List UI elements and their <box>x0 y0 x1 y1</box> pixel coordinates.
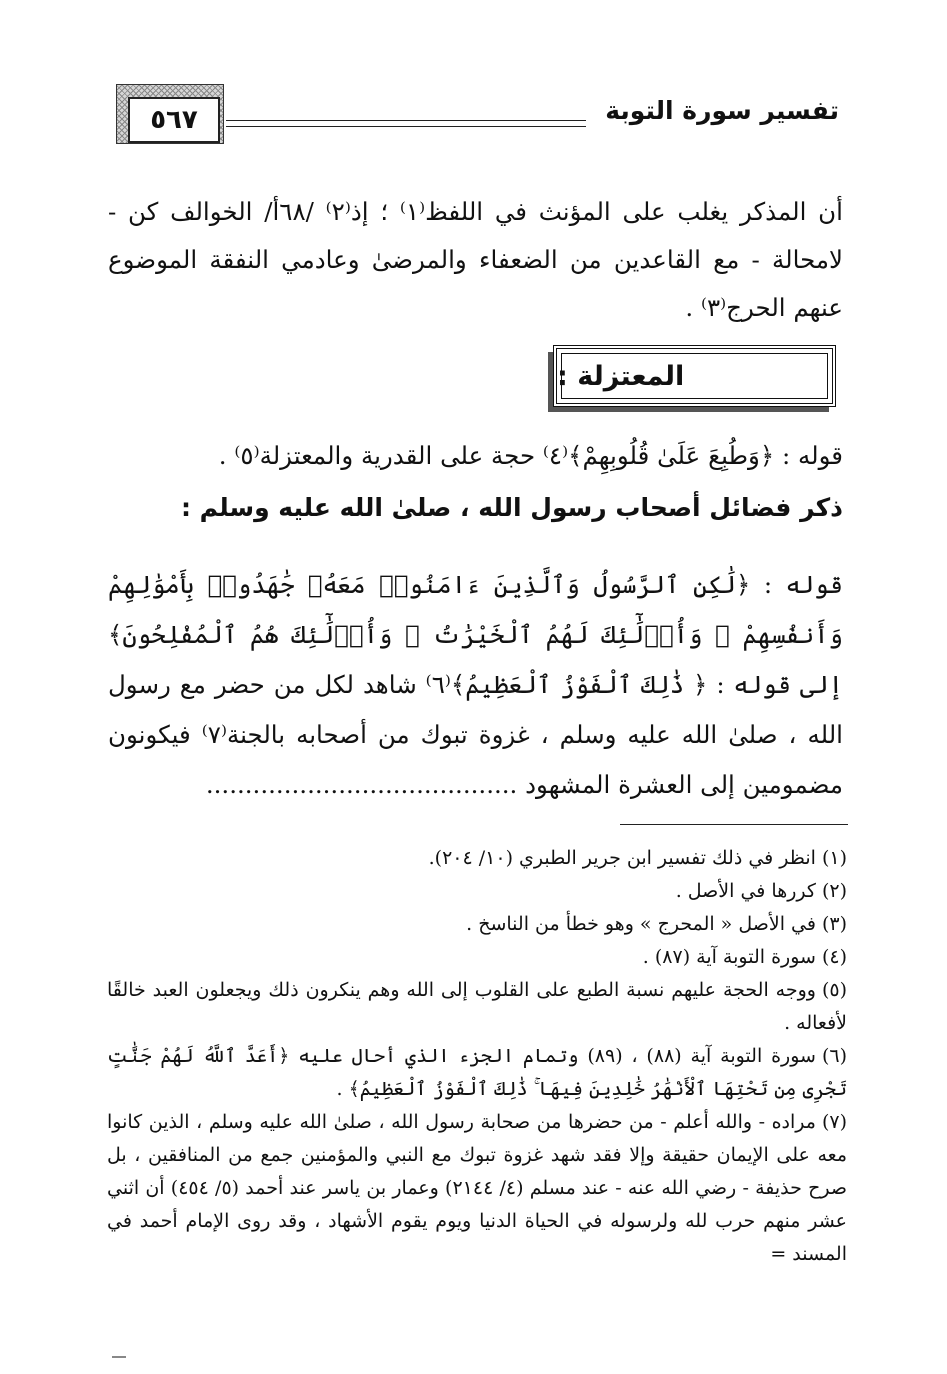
footnote-text: مراده - والله أعلم - من حضرها من صحابة رسول الله ، صلىٰ الله عليه وسلم ، الذين كانوا معه على الإيمان حقيقة وإلا فقد شهد غزوة تبوك مع النبي والمؤمنين جمع من المنافقين ، بل صرح حذيفة - رضي الله عنه - عند مسلم (٤/ ٢١٤٤) وعمار بن ياسر عند أحمد (٥/ ٤٥٤) أن اثني عشر منهم حرب لله ولرسوله في الحياة الدنيا ويوم يقوم الأشهاد ، وقد روى الإمام أحمد في المسند = <box>107 1111 847 1265</box>
footnote-number: (٥) <box>821 979 847 1001</box>
section-title-box <box>553 345 836 407</box>
footnote-number: (٦) <box>821 1045 847 1067</box>
footnote-number: (٧) <box>821 1111 847 1133</box>
paragraph-3: قوله : ﴿لَٰكِنِ ٱلرَّسُولُ وَٱلَّذِينَ ءَامَنُوا۟ مَعَهُۥ جَٰهَدُوا۟ بِأَمْوَٰلِهِمْ وَأَنفُسِهِمْ ۚ وَأُو۟لَٰٓئِكَ لَهُمُ ٱلْخَيْرَٰتُ ۖ وَأُو۟لَٰٓئِكَ هُمُ ٱلْمُفْلِحُونَ﴾ إلى قوله : ﴿ ذَٰلِكَ ٱلْفَوْزُ ٱلْعَظِيمُ﴾⁽٦⁾ شاهد لكل من حضر مع رسول الله ، صلىٰ الله عليه وسلم ، غزوة تبوك من أصحابه بالجنة⁽٧⁾ فيكونون مضمومين إلى العشرة المشهود ........................................ <box>108 570 843 799</box>
footnotes <box>107 842 847 1271</box>
footnote-number: (٤) <box>821 946 847 968</box>
footnote-1 <box>107 842 847 875</box>
footnote-number: (٣) <box>821 913 847 935</box>
header-rule <box>226 120 586 127</box>
scan-mark <box>112 1356 126 1358</box>
paragraph-1: أن المذكر يغلب على المؤنث في اللفظ⁽١⁾ ؛ إذ⁽٢⁾ /٦٨أ/ الخوالف كن - لامحالة - مع القاعدين من الضعفاء والمرضىٰ وعادمي النفقة الموضوع عنهم الحرج⁽٣⁾ . <box>108 197 843 322</box>
footnote-2 <box>107 875 847 908</box>
paragraph-2: قوله : ﴿وَطُبِعَ عَلَىٰ قُلُوبِهِمْ﴾⁽٤⁾ حجة على القدرية والمعتزلة⁽٥⁾ . <box>218 441 843 470</box>
footnote-text: في الأصل « المحرج » وهو خطأ من الناسخ . <box>466 913 816 935</box>
footnote-text: كررها في الأصل . <box>675 880 816 902</box>
subheading-fadail: ذكر فضائل أصحاب رسول الله ، صلىٰ الله عليه وسلم : <box>180 493 843 522</box>
footnote-text: سورة التوبة آية (٨٧) . <box>642 946 816 968</box>
footnote-text: ووجه الحجة عليهم نسبة الطبع على القلوب إلى الله وهم ينكرون ذلك ويجعلون العبد خالقًا لأفعاله . <box>107 979 847 1034</box>
footnote-number: (١) <box>821 847 847 869</box>
footnote-4 <box>107 941 847 974</box>
footnote-number: (٢) <box>821 880 847 902</box>
footnote-7 <box>107 1106 847 1271</box>
footnote-6 <box>107 1040 847 1106</box>
footnote-separator <box>620 824 848 825</box>
running-head: تفسير سورة التوبة <box>605 96 839 125</box>
footnote-3 <box>107 908 847 941</box>
footnote-text: سورة التوبة آية (٨٨) ، (٨٩) وتمام الجزء الذي أحال عليه ﴿أَعَدَّ ٱللَّهُ لَهُمْ جَنَّٰتٍ تَجْرِى مِن تَحْتِهَا ٱلْأَنْهَٰرُ خَٰلِدِينَ فِيهَا ۚ ذَٰلِكَ ٱلْفَوْزُ ٱلْعَظِيمُ﴾ . <box>107 1045 847 1100</box>
page-number: ٥٦٧ <box>128 97 220 143</box>
footnote-text: انظر في ذلك تفسير ابن جرير الطبري (١٠/ ٢٠٤). <box>428 847 816 869</box>
section-title: المعتزلة : <box>557 360 685 392</box>
footnote-5 <box>107 974 847 1040</box>
